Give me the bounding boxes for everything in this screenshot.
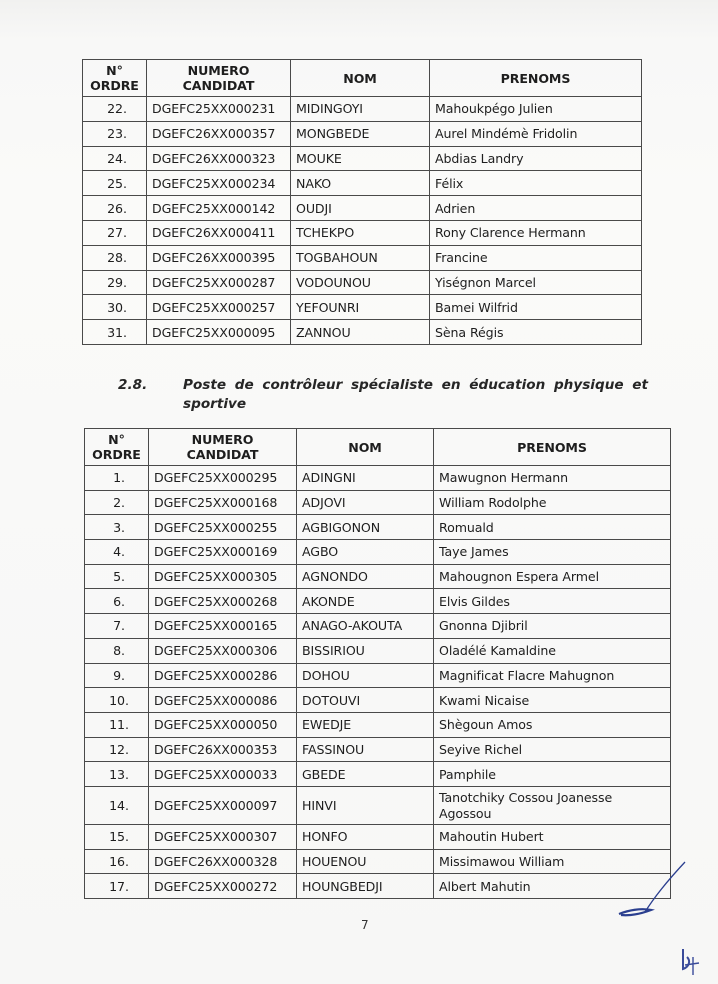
cell-ordre: 15. <box>85 824 149 849</box>
header-prenoms: PRENOMS <box>430 60 642 97</box>
cell-ordre: 29. <box>83 270 147 295</box>
cell-prenoms: Pamphile <box>434 762 671 787</box>
cell-numero-candidat: DGEFC25XX000295 <box>149 466 297 491</box>
table-row <box>83 171 642 196</box>
cell-nom: DOTOUVI <box>297 688 434 713</box>
cell-numero-candidat: DGEFC25XX000272 <box>149 874 297 899</box>
cell-prenoms: Aurel Mindémè Fridolin <box>430 121 642 146</box>
cell-numero-candidat: DGEFC25XX000257 <box>147 295 291 320</box>
header-ordre <box>85 429 149 466</box>
cell-ordre: 31. <box>83 320 147 345</box>
cell-prenoms: Shègoun Amos <box>434 712 671 737</box>
cell-nom: MONGBEDE <box>291 121 430 146</box>
table-header-row <box>83 60 642 97</box>
cell-numero-candidat: DGEFC25XX000286 <box>149 663 297 688</box>
table-row <box>85 849 671 874</box>
cell-numero-candidat: DGEFC25XX000268 <box>149 589 297 614</box>
cell-nom: HINVI <box>297 786 434 824</box>
cell-prenoms: Mahoutin Hubert <box>434 824 671 849</box>
table-row <box>85 762 671 787</box>
cell-prenoms: Yiségnon Marcel <box>430 270 642 295</box>
cell-numero-candidat: DGEFC25XX000095 <box>147 320 291 345</box>
signature-icon <box>615 858 695 918</box>
cell-nom: ANAGO-AKOUTA <box>297 614 434 639</box>
cell-ordre: 5. <box>85 564 149 589</box>
table-row <box>85 737 671 762</box>
table-row <box>85 874 671 899</box>
cell-prenoms: Rony Clarence Hermann <box>430 220 642 245</box>
cell-nom: AGNONDO <box>297 564 434 589</box>
cell-ordre: 4. <box>85 540 149 565</box>
cell-nom: EWEDJE <box>297 712 434 737</box>
cell-prenoms: Oladélé Kamaldine <box>434 638 671 663</box>
cell-nom: MOUKE <box>291 146 430 171</box>
cell-nom: VODOUNOU <box>291 270 430 295</box>
cell-ordre: 17. <box>85 874 149 899</box>
cell-prenoms: Mahougnon Espera Armel <box>434 564 671 589</box>
table-row <box>85 490 671 515</box>
cell-numero-candidat: DGEFC26XX000395 <box>147 245 291 270</box>
cell-ordre: 24. <box>83 146 147 171</box>
cell-prenoms: Seyive Richel <box>434 737 671 762</box>
header-nom: NOM <box>297 429 434 466</box>
cell-numero-candidat: DGEFC25XX000086 <box>149 688 297 713</box>
cell-prenoms: Tanotchiky Cossou Joanesse Agossou <box>434 786 671 824</box>
table-row <box>83 121 642 146</box>
cell-numero-candidat: DGEFC25XX000168 <box>149 490 297 515</box>
cell-prenoms: Elvis Gildes <box>434 589 671 614</box>
cell-numero-candidat: DGEFC25XX000255 <box>149 515 297 540</box>
cell-numero-candidat: DGEFC25XX000033 <box>149 762 297 787</box>
header-numero-candidat <box>147 60 291 97</box>
cell-nom: MIDINGOYI <box>291 97 430 122</box>
candidate-table-eps <box>84 428 671 899</box>
table-row <box>85 638 671 663</box>
cell-numero-candidat: DGEFC25XX000050 <box>149 712 297 737</box>
cell-nom: HONFO <box>297 824 434 849</box>
table-header-row <box>85 429 671 466</box>
cell-numero-candidat: DGEFC25XX000287 <box>147 270 291 295</box>
cell-numero-candidat: DGEFC26XX000323 <box>147 146 291 171</box>
cell-ordre: 16. <box>85 849 149 874</box>
cell-ordre: 30. <box>83 295 147 320</box>
cell-numero-candidat: DGEFC25XX000165 <box>149 614 297 639</box>
section-title: Poste de contrôleur spécialiste en éducation physique et sportive <box>183 377 648 412</box>
cell-numero-candidat: DGEFC26XX000353 <box>149 737 297 762</box>
cell-nom: TOGBAHOUN <box>291 245 430 270</box>
cell-ordre: 7. <box>85 614 149 639</box>
cell-nom: BISSIRIOU <box>297 638 434 663</box>
cell-prenoms: Kwami Nicaise <box>434 688 671 713</box>
table-row <box>85 564 671 589</box>
table-row <box>85 614 671 639</box>
initials-icon <box>675 945 705 977</box>
table-row <box>83 196 642 221</box>
header-prenoms: PRENOMS <box>434 429 671 466</box>
cell-prenoms: Magnificat Flacre Mahugnon <box>434 663 671 688</box>
table-row <box>83 295 642 320</box>
cell-prenoms: Mahoukpégo Julien <box>430 97 642 122</box>
cell-numero-candidat: DGEFC25XX000306 <box>149 638 297 663</box>
cell-ordre: 11. <box>85 712 149 737</box>
cell-nom: OUDJI <box>291 196 430 221</box>
cell-nom: AKONDE <box>297 589 434 614</box>
cell-ordre: 10. <box>85 688 149 713</box>
header-ordre <box>83 60 147 97</box>
table-body <box>83 97 642 345</box>
cell-nom: GBEDE <box>297 762 434 787</box>
cell-ordre: 3. <box>85 515 149 540</box>
table-body <box>85 466 671 899</box>
cell-prenoms: Francine <box>430 245 642 270</box>
cell-nom: ADINGNI <box>297 466 434 491</box>
cell-nom: FASSINOU <box>297 737 434 762</box>
table-row <box>85 515 671 540</box>
header-ordre-line2: ORDRE <box>92 447 141 462</box>
cell-ordre: 12. <box>85 737 149 762</box>
table-row <box>83 270 642 295</box>
cell-numero-candidat: DGEFC26XX000328 <box>149 849 297 874</box>
header-numero-candidat <box>149 429 297 466</box>
table-row <box>83 245 642 270</box>
cell-prenoms: Albert Mahutin <box>434 874 671 899</box>
cell-ordre: 22. <box>83 97 147 122</box>
table-row <box>85 824 671 849</box>
cell-numero-candidat: DGEFC25XX000234 <box>147 171 291 196</box>
cell-ordre: 2. <box>85 490 149 515</box>
cell-prenoms: Félix <box>430 171 642 196</box>
cell-nom: ADJOVI <box>297 490 434 515</box>
cell-nom: HOUNGBEDJI <box>297 874 434 899</box>
table-row <box>85 540 671 565</box>
table-row <box>85 589 671 614</box>
cell-ordre: 25. <box>83 171 147 196</box>
cell-ordre: 23. <box>83 121 147 146</box>
cell-ordre: 1. <box>85 466 149 491</box>
cell-ordre: 28. <box>83 245 147 270</box>
cell-nom: HOUENOU <box>297 849 434 874</box>
cell-ordre: 9. <box>85 663 149 688</box>
cell-prenoms: William Rodolphe <box>434 490 671 515</box>
cell-numero-candidat: DGEFC26XX000411 <box>147 220 291 245</box>
cell-numero-candidat: DGEFC25XX000097 <box>149 786 297 824</box>
table-row <box>83 97 642 122</box>
table-row <box>83 320 642 345</box>
cell-nom: AGBIGONON <box>297 515 434 540</box>
cell-ordre: 26. <box>83 196 147 221</box>
cell-prenoms: Taye James <box>434 540 671 565</box>
table-row <box>83 220 642 245</box>
table-row <box>85 688 671 713</box>
table-row <box>83 146 642 171</box>
cell-numero-candidat: DGEFC25XX000307 <box>149 824 297 849</box>
header-numero-line2: CANDIDAT <box>186 447 259 462</box>
cell-numero-candidat: DGEFC25XX000305 <box>149 564 297 589</box>
table-row <box>85 786 671 824</box>
header-ordre-line1: N° <box>106 63 123 78</box>
cell-prenoms: Sèna Régis <box>430 320 642 345</box>
cell-nom: NAKO <box>291 171 430 196</box>
cell-ordre: 6. <box>85 589 149 614</box>
cell-prenoms: Adrien <box>430 196 642 221</box>
cell-nom: YEFOUNRI <box>291 295 430 320</box>
table-row <box>85 466 671 491</box>
cell-numero-candidat: DGEFC25XX000231 <box>147 97 291 122</box>
header-numero-line1: NUMERO <box>191 432 254 447</box>
cell-numero-candidat: DGEFC25XX000142 <box>147 196 291 221</box>
cell-prenoms: Mawugnon Hermann <box>434 466 671 491</box>
cell-nom: TCHEKPO <box>291 220 430 245</box>
cell-ordre: 8. <box>85 638 149 663</box>
cell-ordre: 14. <box>85 786 149 824</box>
header-ordre-line1: N° <box>108 432 125 447</box>
header-numero-line1: NUMERO <box>187 63 250 78</box>
cell-nom: ZANNOU <box>291 320 430 345</box>
header-numero-line2: CANDIDAT <box>182 78 255 93</box>
section-number: 2.8. <box>118 377 148 393</box>
header-ordre-line2: ORDRE <box>90 78 139 93</box>
cell-numero-candidat: DGEFC26XX000357 <box>147 121 291 146</box>
cell-ordre: 13. <box>85 762 149 787</box>
table-row <box>85 663 671 688</box>
cell-prenoms: Bamei Wilfrid <box>430 295 642 320</box>
cell-prenoms: Missimawou William <box>434 849 671 874</box>
cell-prenoms: Gnonna Djibril <box>434 614 671 639</box>
table-row <box>85 712 671 737</box>
cell-prenoms: Abdias Landry <box>430 146 642 171</box>
cell-ordre: 27. <box>83 220 147 245</box>
cell-nom: DOHOU <box>297 663 434 688</box>
header-nom: NOM <box>291 60 430 97</box>
page-number: 7 <box>361 918 369 932</box>
cell-numero-candidat: DGEFC25XX000169 <box>149 540 297 565</box>
candidate-table-continued <box>82 59 642 345</box>
cell-nom: AGBO <box>297 540 434 565</box>
cell-prenoms: Romuald <box>434 515 671 540</box>
